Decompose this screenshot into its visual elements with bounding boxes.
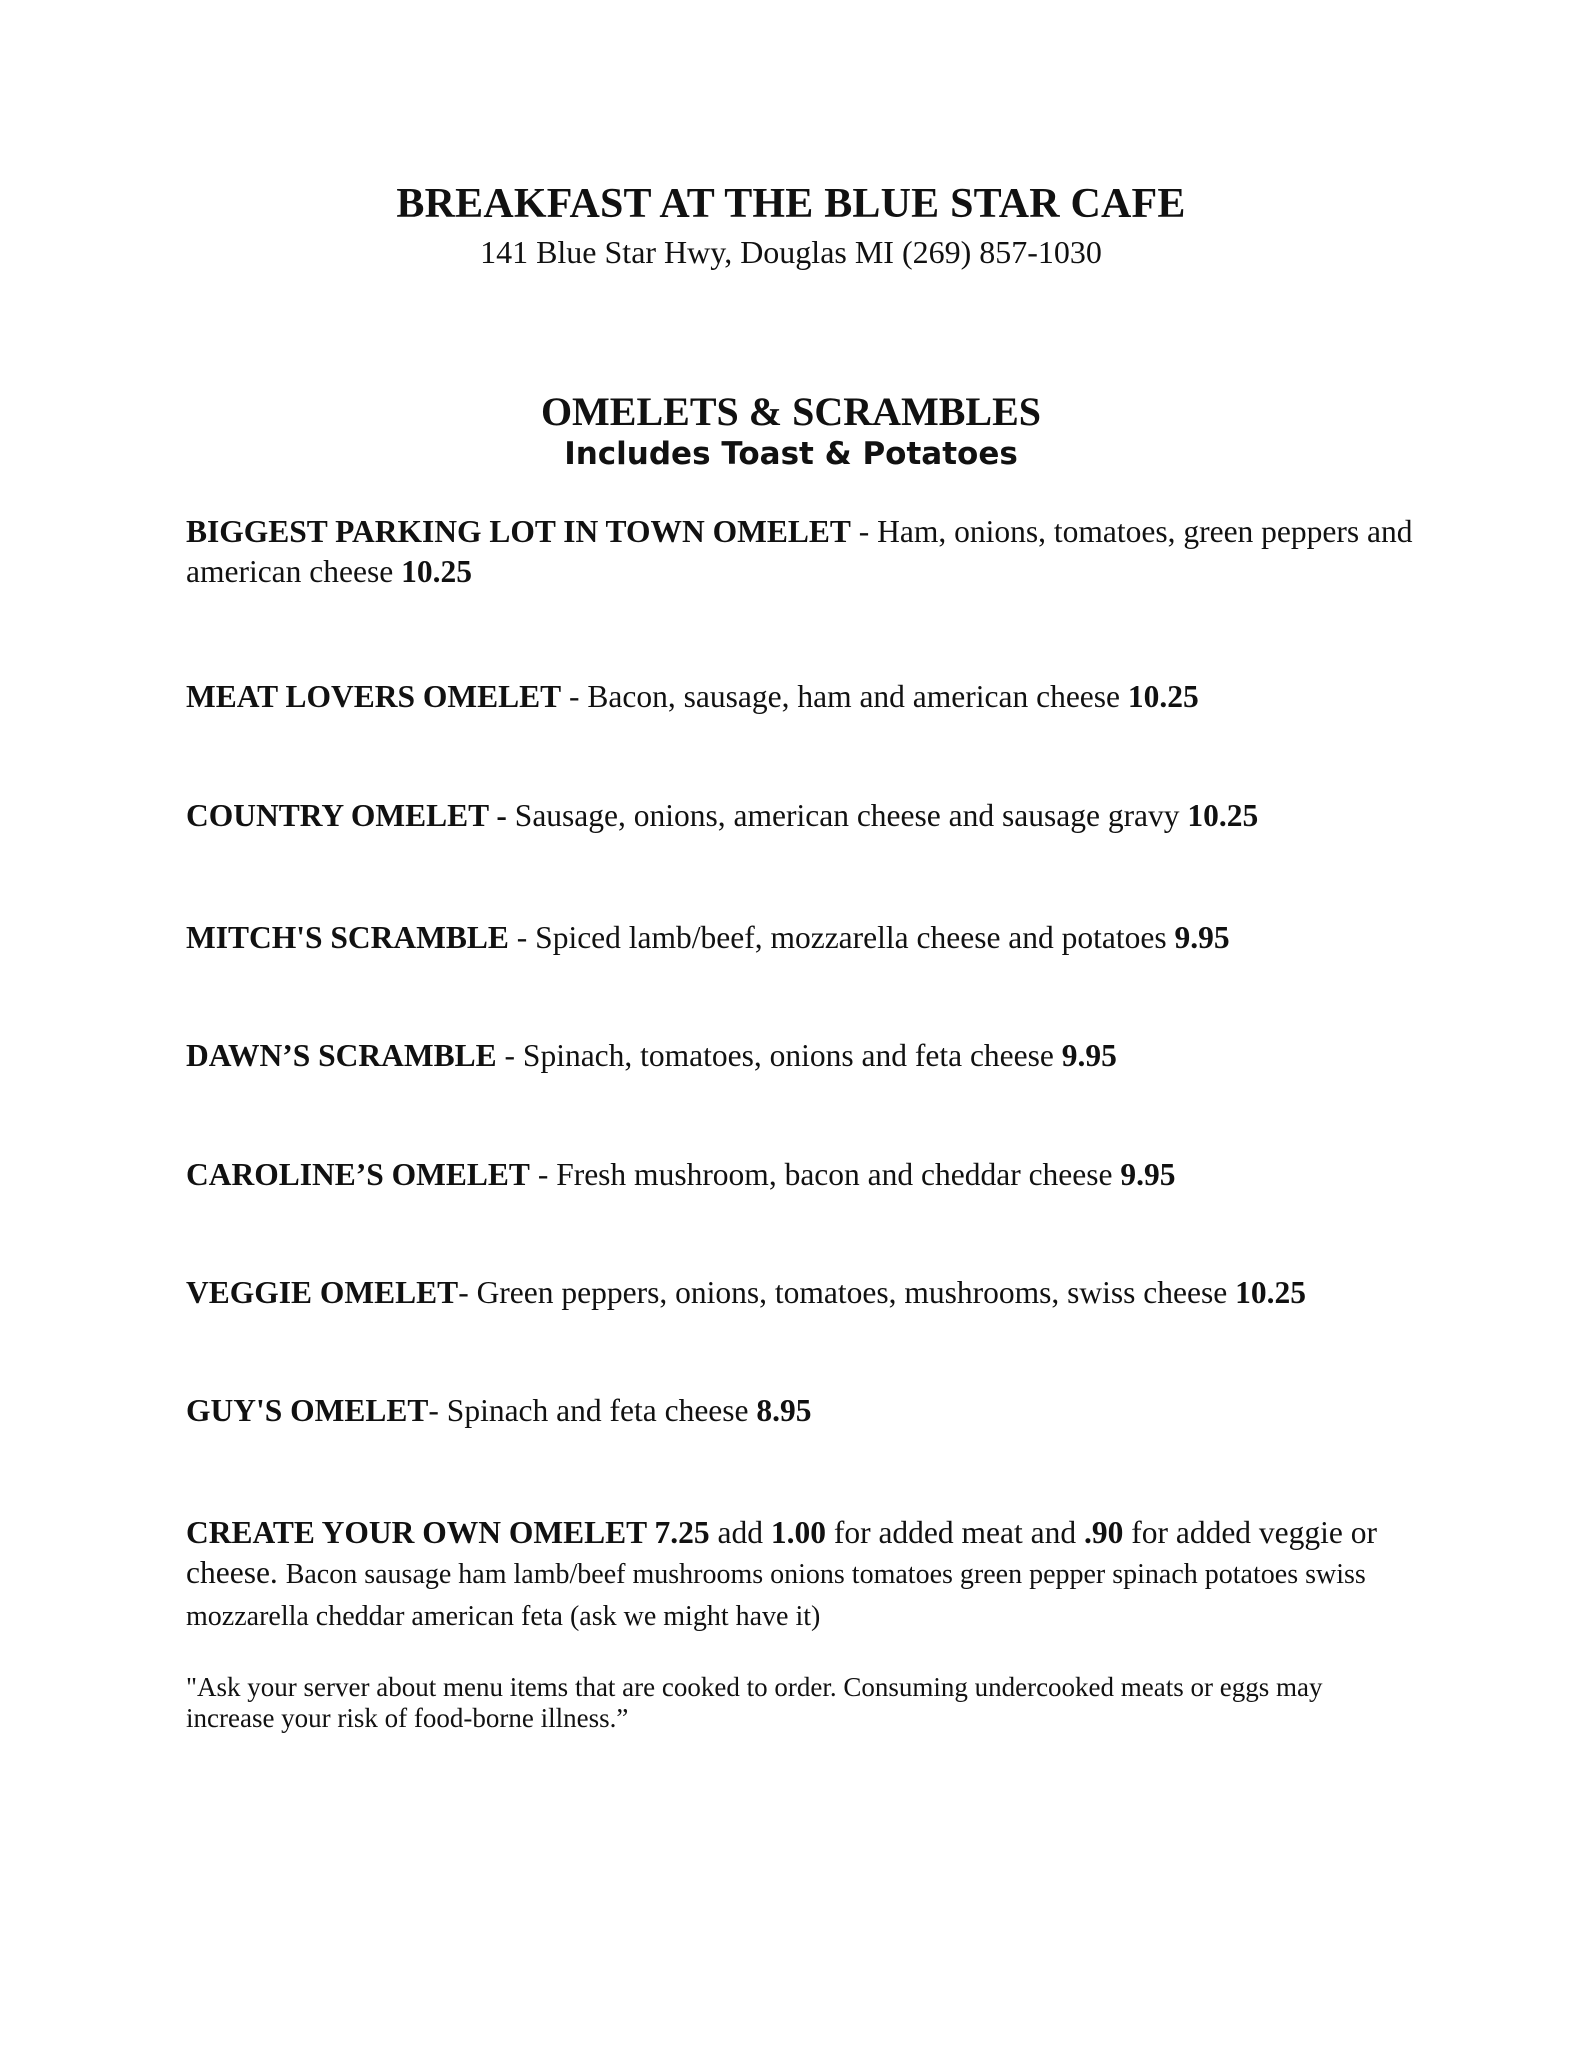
item-price: 9.95 (1061, 1038, 1117, 1073)
item-separator: - (496, 1038, 523, 1073)
item-separator (507, 798, 515, 833)
item-description: Spinach and feta cheese (446, 1393, 757, 1428)
item-description: Bacon, sausage, ham and american cheese (587, 679, 1128, 714)
food-safety-disclaimer: "Ask your server about menu items that are cooked to order. Consuming undercooked meats or eggs may increase your risk of food-borne illness.” (186, 1672, 1323, 1733)
item-price: 10.25 (1187, 798, 1259, 833)
item-description: Fresh mushroom, bacon and cheddar cheese (556, 1157, 1121, 1192)
menu-item (186, 1155, 1416, 1195)
menu-item (186, 1391, 1416, 1431)
item-separator: - (529, 1157, 557, 1192)
item-description: Ham, onions, tomatoes, green peppers and american cheese (186, 514, 1413, 589)
item-name: DAWN’S SCRAMBLE (186, 1038, 497, 1073)
item-name: CREATE YOUR OWN OMELET 7.25 (186, 1515, 710, 1550)
menu-item (186, 918, 1416, 958)
item-price: 8.95 (756, 1393, 812, 1428)
create-your-own-item (186, 1513, 1416, 1637)
item-price: 9.95 (1174, 920, 1230, 955)
item-name: COUNTRY OMELET - (186, 798, 507, 833)
item-name: BIGGEST PARKING LOT IN TOWN OMELET (186, 514, 851, 549)
menu-item (186, 677, 1416, 717)
item-text: for added veggie or cheese. (186, 1515, 1378, 1590)
item-separator: - (508, 920, 536, 955)
section-title: OMELETS & SCRAMBLES (540, 389, 1042, 434)
section-subtitle: Includes Toast & Potatoes (564, 436, 1018, 472)
item-description: Spinach, tomatoes, onions and feta cheese (522, 1038, 1062, 1073)
item-separator: - (561, 679, 588, 714)
item-separator: - (458, 1275, 477, 1310)
item-price: 10.25 (1235, 1275, 1306, 1310)
item-name: VEGGIE OMELET (186, 1275, 459, 1310)
item-name: CAROLINE’S OMELET (186, 1157, 530, 1192)
item-name: MEAT LOVERS OMELET (186, 679, 562, 714)
item-description: Spiced lamb/beef, mozzarella cheese and potatoes (535, 920, 1175, 955)
item-price: 9.95 (1120, 1157, 1176, 1192)
cafe-title: BREAKFAST AT THE BLUE STAR CAFE (396, 181, 1186, 227)
item-separator: - (428, 1393, 447, 1428)
menu-item (186, 1273, 1416, 1313)
menu-item (186, 1036, 1416, 1076)
item-price: 10.25 (1127, 679, 1199, 714)
cafe-address: 141 Blue Star Hwy, Douglas MI (269) 857-1030 (480, 234, 1102, 270)
item-price: 10.25 (401, 554, 472, 589)
menu-item (186, 512, 1416, 592)
item-name: MITCH'S SCRAMBLE (186, 920, 509, 955)
item-separator: - (850, 514, 878, 549)
item-description: Sausage, onions, american cheese and sausage gravy (514, 798, 1188, 833)
veggie-price: .90 (1083, 1515, 1124, 1550)
item-name: GUY'S OMELET (186, 1393, 429, 1428)
meat-price: 1.00 (770, 1515, 826, 1550)
item-text: add (709, 1515, 771, 1550)
menu-item (186, 796, 1416, 836)
item-description: Green peppers, onions, tomatoes, mushrooms, swiss cheese (476, 1275, 1236, 1310)
item-text: for added meat and (825, 1515, 1084, 1550)
ingredient-options: Bacon sausage ham lamb/beef mushrooms onions tomatoes green pepper spinach potatoes swiss mozzarella cheddar american feta (ask we might have it) (186, 1559, 1366, 1632)
